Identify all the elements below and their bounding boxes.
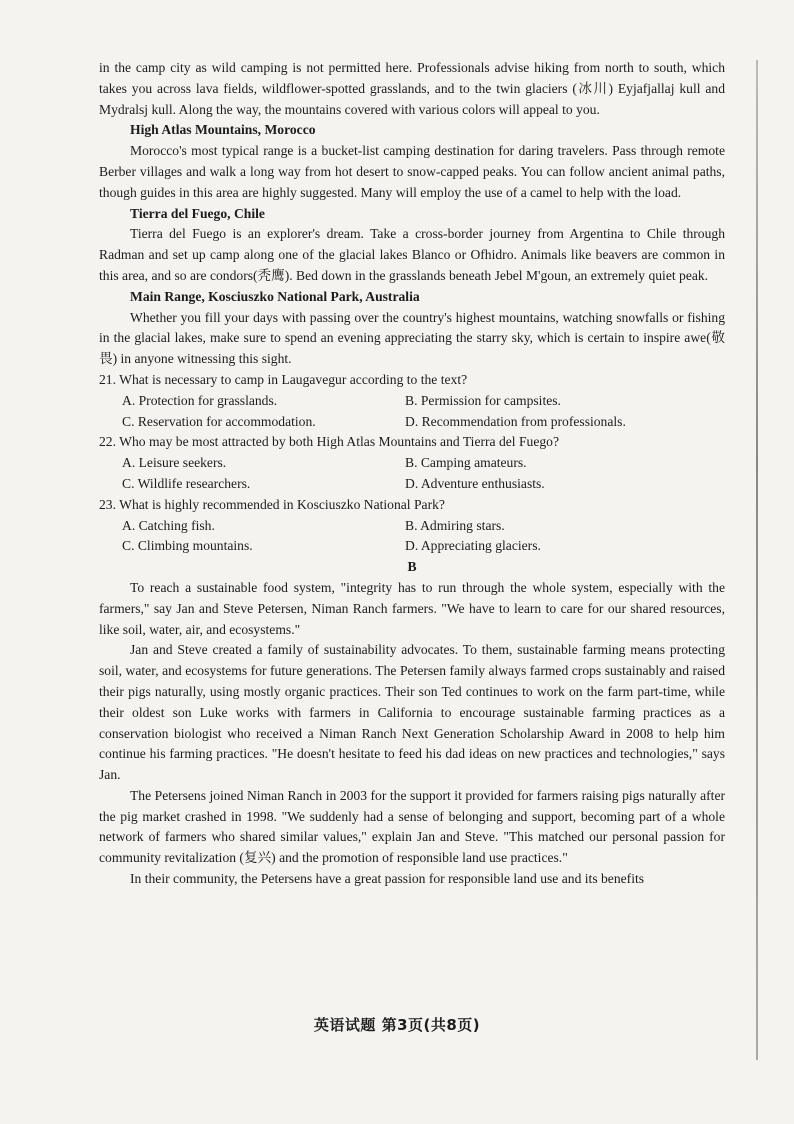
option-a[interactable]: A. Leisure seekers.	[122, 455, 227, 471]
page-footer: 英语试题 第3页(共8页)	[313, 1016, 481, 1034]
passage-b-paragraph-3: The Petersens joined Niman Ranch in 2003 for the support it provided for farmers raising pigs naturally after the pig market crashed in 1998. "We suddenly had a sense of belonging and support, becoming part of a whole network of farmers who shared similar values," explain Jan and Steve. "This matched our personal passion for community revitalization (复兴) and the promotion of responsible land use practices."	[99, 787, 725, 866]
question-stem: 22. Who may be most attracted by both High Atlas Mountains and Tierra del Fuego?	[99, 434, 559, 450]
question-options	[99, 516, 725, 558]
section-body-fuego: Tierra del Fuego is an explorer's dream. Take a cross-border journey from Argentina to Chile through Radman and set up camp along one of the glacial lakes Blanco or Ofhidro. Animals like beavers are common in this area, and so are condors(秃鹰). Bed down in the grasslands beneath Jebel M'goun, an extremely quiet peak.	[99, 226, 725, 283]
question-stem: 23. What is highly recommended in Kosciuszko National Park?	[99, 496, 445, 512]
option-b[interactable]: B. Admiring stars.	[405, 517, 505, 533]
section-body-kosciuszko: Whether you fill your days with passing over the country's highest mountains, watching snowfalls or fishing in the glacial lakes, make sure to spend an evening appreciating the starry sky, which is certain to inspire awe(敬畏) in anyone witnessing this sight.	[99, 309, 725, 367]
option-c[interactable]: C. Climbing mountains.	[122, 538, 253, 554]
section-heading-atlas: High Atlas Mountains, Morocco	[130, 122, 316, 138]
exam-page-content	[99, 58, 725, 890]
question-23	[99, 495, 725, 557]
option-d[interactable]: D. Recommendation from professionals.	[405, 413, 626, 429]
passage-a-intro-end: in the camp city as wild camping is not permitted here. Professionals advise hiking from north to south, which takes you across lava fields, wildflower-spotted grasslands, and to the twin glaciers (冰川) Eyjafjallaj kull and Mydralsj kull. Along the way, the mountains covered with various colors will appeal to you.	[99, 60, 725, 117]
option-a[interactable]: A. Catching fish.	[122, 517, 215, 533]
question-stem: 21. What is necessary to camp in Laugavegur according to the text?	[99, 371, 468, 387]
section-heading-kosciuszko: Main Range, Kosciuszko National Park, Australia	[130, 288, 420, 304]
option-c[interactable]: C. Reservation for accommodation.	[122, 413, 316, 429]
question-21	[99, 370, 725, 432]
passage-b	[99, 578, 725, 890]
passage-b-paragraph-1: To reach a sustainable food system, "integrity has to run through the whole system, especially with the farmers," say Jan and Steve Petersen, Niman Ranch farmers. "We have to learn to care for our shared resources, like soil, water, air, and ecosystems."	[99, 579, 725, 637]
option-d[interactable]: D. Adventure enthusiasts.	[405, 475, 545, 491]
question-options	[99, 453, 725, 495]
option-a[interactable]: A. Protection for grasslands.	[122, 392, 278, 408]
option-c[interactable]: C. Wildlife researchers.	[122, 475, 251, 491]
passage-b-paragraph-2: Jan and Steve created a family of sustainability advocates. To them, sustainable farming means protecting soil, water, and ecosystems for future generations. The Petersen family always farmed crops sustainably and raised their pigs naturally, using mostly organic practices. Their son Ted continues to work on the farm part-time, while their oldest son Luke works with farmers in California to encourage sustainable farming practices as a conservation biologist who received a Niman Ranch Next Generation Scholarship Award in 2008 to help him continue his farming practices. "He doesn't hesitate to feed his dad ideas on new practices and technologies," says Jan.	[99, 642, 725, 783]
option-d[interactable]: D. Appreciating glaciers.	[405, 538, 541, 554]
section-heading-fuego: Tierra del Fuego, Chile	[130, 205, 265, 221]
passage-b-paragraph-4: In their community, the Petersens have a great passion for responsible land use and its benefits	[130, 871, 645, 887]
question-22	[99, 432, 725, 494]
option-b[interactable]: B. Camping amateurs.	[405, 455, 527, 471]
question-options	[99, 391, 725, 433]
option-b[interactable]: B. Permission for campsites.	[405, 392, 561, 408]
section-letter-b: B	[407, 559, 417, 575]
section-body-atlas: Morocco's most typical range is a bucket-list camping destination for daring travelers. Pass through remote Berber villages and walk a long way from hot desert to snow-capped peaks. You can follow ancient animal paths, though guides in this area are highly suggested. Many will employ the use of a camel to help with the load.	[99, 143, 725, 200]
page-edge-shadow	[756, 60, 758, 1060]
